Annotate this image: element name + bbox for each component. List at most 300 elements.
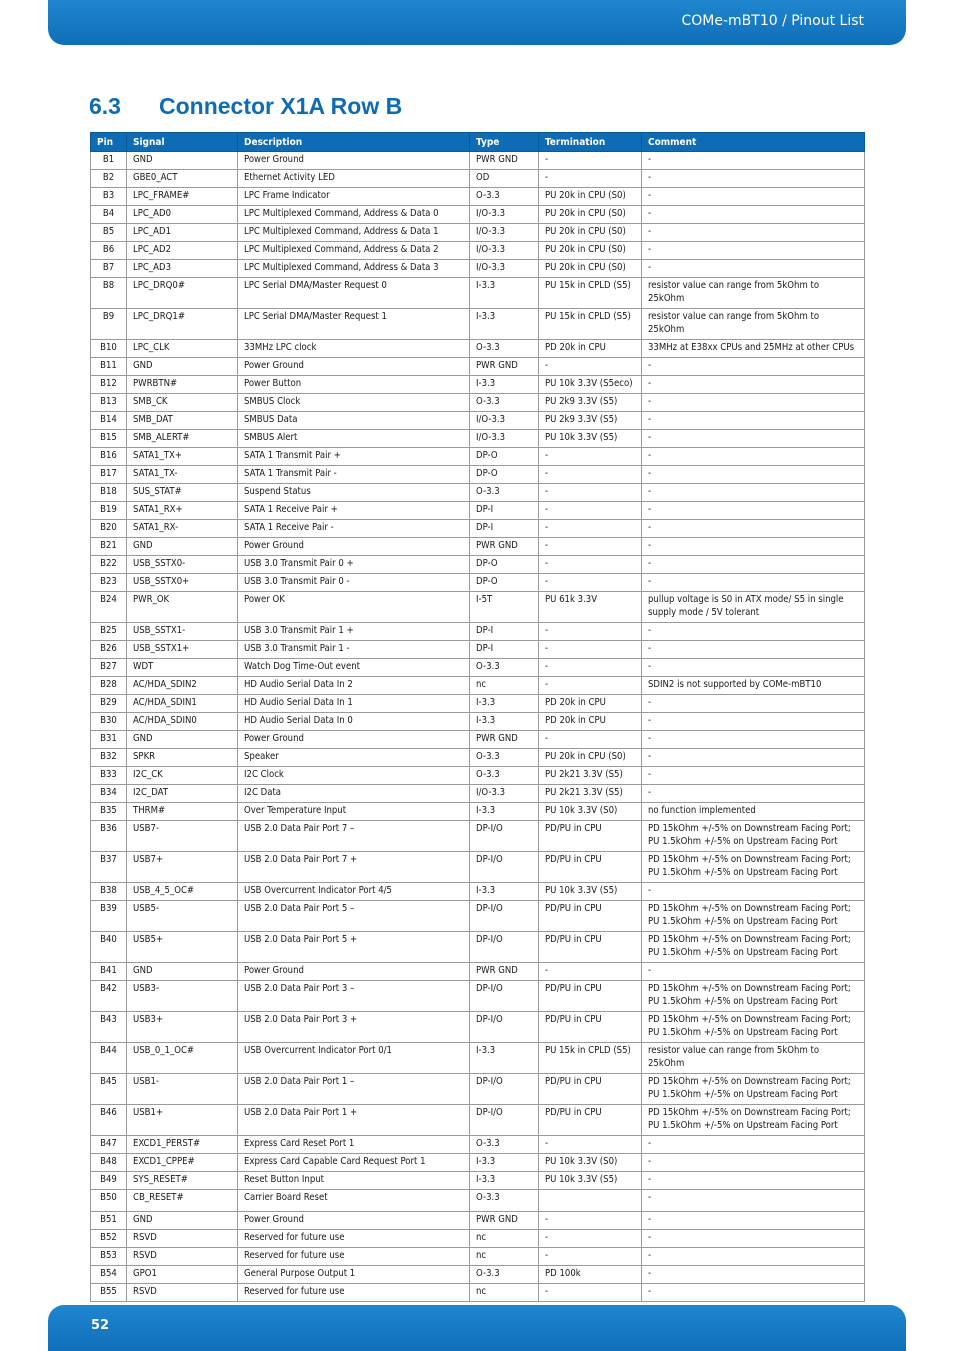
type-cell: DP-I/O bbox=[470, 821, 539, 852]
table-row bbox=[91, 1284, 865, 1302]
signal-cell: LPC_AD3 bbox=[127, 260, 238, 278]
description-cell: USB 2.0 Data Pair Port 7 – bbox=[238, 821, 470, 852]
comment-cell: - bbox=[642, 260, 865, 278]
description-cell: Power Ground bbox=[238, 358, 470, 376]
type-cell: DP-I/O bbox=[470, 1012, 539, 1043]
termination-cell bbox=[539, 1190, 642, 1212]
description-cell: Reserved for future use bbox=[238, 1284, 470, 1302]
termination-cell: PD/PU in CPU bbox=[539, 932, 642, 963]
table-row bbox=[91, 376, 865, 394]
pin-cell: B52 bbox=[91, 1230, 127, 1248]
comment-cell: PD 15kOhm +/-5% on Downstream Facing Port; PU 1.5kOhm +/-5% on Upstream Facing Port bbox=[642, 1012, 865, 1043]
signal-cell: THRM# bbox=[127, 803, 238, 821]
pin-cell: B24 bbox=[91, 592, 127, 623]
signal-cell: SATA1_TX- bbox=[127, 466, 238, 484]
type-cell: O-3.3 bbox=[470, 1190, 539, 1212]
comment-cell: PD 15kOhm +/-5% on Downstream Facing Port; PU 1.5kOhm +/-5% on Upstream Facing Port bbox=[642, 821, 865, 852]
description-cell: HD Audio Serial Data In 0 bbox=[238, 713, 470, 731]
table-row bbox=[91, 623, 865, 641]
type-cell: DP-I bbox=[470, 502, 539, 520]
signal-cell: GND bbox=[127, 963, 238, 981]
description-cell: 33MHz LPC clock bbox=[238, 340, 470, 358]
comment-cell: - bbox=[642, 430, 865, 448]
header-band bbox=[48, 0, 906, 45]
type-cell: I-3.3 bbox=[470, 883, 539, 901]
table-row bbox=[91, 641, 865, 659]
type-cell: I/O-3.3 bbox=[470, 430, 539, 448]
description-cell: SATA 1 Transmit Pair - bbox=[238, 466, 470, 484]
comment-cell: - bbox=[642, 641, 865, 659]
termination-cell: PD 20k in CPU bbox=[539, 713, 642, 731]
termination-cell: PD/PU in CPU bbox=[539, 1074, 642, 1105]
description-cell: USB 3.0 Transmit Pair 1 - bbox=[238, 641, 470, 659]
description-cell: Power Button bbox=[238, 376, 470, 394]
description-cell: Ethernet Activity LED bbox=[238, 170, 470, 188]
description-cell: SMBUS Clock bbox=[238, 394, 470, 412]
pin-cell: B49 bbox=[91, 1172, 127, 1190]
table-row bbox=[91, 981, 865, 1012]
column-header-pin: Pin bbox=[91, 133, 127, 152]
termination-cell: PD 100k bbox=[539, 1266, 642, 1284]
signal-cell: LPC_AD2 bbox=[127, 242, 238, 260]
signal-cell: WDT bbox=[127, 659, 238, 677]
description-cell: LPC Frame Indicator bbox=[238, 188, 470, 206]
description-cell: Suspend Status bbox=[238, 484, 470, 502]
description-cell: LPC Multiplexed Command, Address & Data 1 bbox=[238, 224, 470, 242]
type-cell: PWR GND bbox=[470, 731, 539, 749]
comment-cell: SDIN2 is not supported by COMe-mBT10 bbox=[642, 677, 865, 695]
termination-cell: PD 20k in CPU bbox=[539, 695, 642, 713]
signal-cell: GND bbox=[127, 1212, 238, 1230]
comment-cell: - bbox=[642, 695, 865, 713]
table-row bbox=[91, 394, 865, 412]
termination-cell: - bbox=[539, 538, 642, 556]
termination-cell: PU 2k21 3.3V (S5) bbox=[539, 785, 642, 803]
type-cell: PWR GND bbox=[470, 538, 539, 556]
type-cell: nc bbox=[470, 677, 539, 695]
comment-cell: PD 15kOhm +/-5% on Downstream Facing Port; PU 1.5kOhm +/-5% on Upstream Facing Port bbox=[642, 852, 865, 883]
comment-cell: - bbox=[642, 224, 865, 242]
table-row bbox=[91, 466, 865, 484]
type-cell: PWR GND bbox=[470, 152, 539, 170]
table-row bbox=[91, 963, 865, 981]
termination-cell: - bbox=[539, 731, 642, 749]
termination-cell: PD/PU in CPU bbox=[539, 821, 642, 852]
comment-cell: - bbox=[642, 538, 865, 556]
type-cell: nc bbox=[470, 1230, 539, 1248]
pin-cell: B48 bbox=[91, 1154, 127, 1172]
table-row bbox=[91, 659, 865, 677]
description-cell: SMBUS Alert bbox=[238, 430, 470, 448]
type-cell: O-3.3 bbox=[470, 394, 539, 412]
description-cell: SATA 1 Transmit Pair + bbox=[238, 448, 470, 466]
section-number: 6.3 bbox=[89, 93, 121, 119]
table-row bbox=[91, 538, 865, 556]
description-cell: USB 2.0 Data Pair Port 3 – bbox=[238, 981, 470, 1012]
pin-cell: B13 bbox=[91, 394, 127, 412]
termination-cell: - bbox=[539, 484, 642, 502]
comment-cell: - bbox=[642, 206, 865, 224]
signal-cell: SMB_CK bbox=[127, 394, 238, 412]
table-row bbox=[91, 1172, 865, 1190]
description-cell: LPC Multiplexed Command, Address & Data 2 bbox=[238, 242, 470, 260]
pin-cell: B43 bbox=[91, 1012, 127, 1043]
termination-cell: - bbox=[539, 659, 642, 677]
type-cell: DP-I/O bbox=[470, 852, 539, 883]
comment-cell: - bbox=[642, 1230, 865, 1248]
termination-cell: - bbox=[539, 502, 642, 520]
comment-cell: - bbox=[642, 520, 865, 538]
termination-cell: PU 20k in CPU (S0) bbox=[539, 206, 642, 224]
termination-cell: PU 10k 3.3V (S0) bbox=[539, 803, 642, 821]
type-cell: I-3.3 bbox=[470, 376, 539, 394]
signal-cell: SMB_DAT bbox=[127, 412, 238, 430]
termination-cell: - bbox=[539, 963, 642, 981]
table-row bbox=[91, 767, 865, 785]
signal-cell: RSVD bbox=[127, 1284, 238, 1302]
signal-cell: SATA1_RX- bbox=[127, 520, 238, 538]
signal-cell: USB1- bbox=[127, 1074, 238, 1105]
signal-cell: GBE0_ACT bbox=[127, 170, 238, 188]
description-cell: General Purpose Output 1 bbox=[238, 1266, 470, 1284]
table-row bbox=[91, 677, 865, 695]
table-row bbox=[91, 1230, 865, 1248]
table-row bbox=[91, 278, 865, 309]
description-cell: USB 2.0 Data Pair Port 3 + bbox=[238, 1012, 470, 1043]
signal-cell: USB_SSTX0- bbox=[127, 556, 238, 574]
signal-cell: EXCD1_PERST# bbox=[127, 1136, 238, 1154]
description-cell: USB 2.0 Data Pair Port 1 + bbox=[238, 1105, 470, 1136]
description-cell: HD Audio Serial Data In 1 bbox=[238, 695, 470, 713]
termination-cell: - bbox=[539, 170, 642, 188]
pin-cell: B18 bbox=[91, 484, 127, 502]
signal-cell: LPC_FRAME# bbox=[127, 188, 238, 206]
type-cell: I-3.3 bbox=[470, 695, 539, 713]
type-cell: DP-O bbox=[470, 556, 539, 574]
description-cell: USB 3.0 Transmit Pair 0 + bbox=[238, 556, 470, 574]
description-cell: HD Audio Serial Data In 2 bbox=[238, 677, 470, 695]
type-cell: DP-O bbox=[470, 466, 539, 484]
signal-cell: AC/HDA_SDIN2 bbox=[127, 677, 238, 695]
description-cell: Over Temperature Input bbox=[238, 803, 470, 821]
signal-cell: SUS_STAT# bbox=[127, 484, 238, 502]
signal-cell: I2C_CK bbox=[127, 767, 238, 785]
pin-cell: B14 bbox=[91, 412, 127, 430]
type-cell: I-3.3 bbox=[470, 278, 539, 309]
termination-cell: - bbox=[539, 574, 642, 592]
type-cell: I/O-3.3 bbox=[470, 412, 539, 430]
comment-cell: PD 15kOhm +/-5% on Downstream Facing Port; PU 1.5kOhm +/-5% on Upstream Facing Port bbox=[642, 981, 865, 1012]
description-cell: Carrier Board Reset bbox=[238, 1190, 470, 1212]
type-cell: DP-I/O bbox=[470, 901, 539, 932]
table-row bbox=[91, 695, 865, 713]
pin-cell: B9 bbox=[91, 309, 127, 340]
comment-cell: PD 15kOhm +/-5% on Downstream Facing Port; PU 1.5kOhm +/-5% on Upstream Facing Port bbox=[642, 1074, 865, 1105]
type-cell: O-3.3 bbox=[470, 659, 539, 677]
termination-cell: - bbox=[539, 448, 642, 466]
termination-cell: PU 15k in CPLD (S5) bbox=[539, 309, 642, 340]
comment-cell: resistor value can range from 5kOhm to 25kOhm bbox=[642, 1043, 865, 1074]
pin-cell: B50 bbox=[91, 1190, 127, 1212]
pin-cell: B16 bbox=[91, 448, 127, 466]
type-cell: O-3.3 bbox=[470, 1136, 539, 1154]
comment-cell: - bbox=[642, 188, 865, 206]
termination-cell: PU 2k9 3.3V (S5) bbox=[539, 412, 642, 430]
description-cell: Power Ground bbox=[238, 731, 470, 749]
comment-cell: - bbox=[642, 1172, 865, 1190]
termination-cell: PU 20k in CPU (S0) bbox=[539, 224, 642, 242]
signal-cell: SATA1_RX+ bbox=[127, 502, 238, 520]
comment-cell: pullup voltage is S0 in ATX mode/ S5 in single supply mode / 5V tolerant bbox=[642, 592, 865, 623]
pin-cell: B23 bbox=[91, 574, 127, 592]
pin-cell: B26 bbox=[91, 641, 127, 659]
table-row bbox=[91, 358, 865, 376]
comment-cell: - bbox=[642, 448, 865, 466]
description-cell: LPC Serial DMA/Master Request 0 bbox=[238, 278, 470, 309]
pin-cell: B31 bbox=[91, 731, 127, 749]
signal-cell: GND bbox=[127, 152, 238, 170]
pin-cell: B41 bbox=[91, 963, 127, 981]
pin-cell: B11 bbox=[91, 358, 127, 376]
table-row bbox=[91, 1136, 865, 1154]
type-cell: nc bbox=[470, 1284, 539, 1302]
type-cell: DP-I/O bbox=[470, 1105, 539, 1136]
description-cell: Express Card Reset Port 1 bbox=[238, 1136, 470, 1154]
signal-cell: GPO1 bbox=[127, 1266, 238, 1284]
signal-cell: USB1+ bbox=[127, 1105, 238, 1136]
table-row bbox=[91, 785, 865, 803]
signal-cell: USB_SSTX0+ bbox=[127, 574, 238, 592]
table-row bbox=[91, 484, 865, 502]
pin-cell: B7 bbox=[91, 260, 127, 278]
pin-cell: B28 bbox=[91, 677, 127, 695]
type-cell: O-3.3 bbox=[470, 749, 539, 767]
termination-cell: - bbox=[539, 358, 642, 376]
type-cell: O-3.3 bbox=[470, 484, 539, 502]
type-cell: nc bbox=[470, 1248, 539, 1266]
section-title: Connector X1A Row B bbox=[159, 93, 403, 119]
table-row bbox=[91, 1012, 865, 1043]
comment-cell: - bbox=[642, 242, 865, 260]
table-row bbox=[91, 731, 865, 749]
termination-cell: PU 20k in CPU (S0) bbox=[539, 242, 642, 260]
termination-cell: PU 10k 3.3V (S5) bbox=[539, 1172, 642, 1190]
type-cell: O-3.3 bbox=[470, 1266, 539, 1284]
description-cell: LPC Serial DMA/Master Request 1 bbox=[238, 309, 470, 340]
table-row bbox=[91, 901, 865, 932]
termination-cell: PU 2k9 3.3V (S5) bbox=[539, 394, 642, 412]
column-header-signal: Signal bbox=[127, 133, 238, 152]
comment-cell: - bbox=[642, 358, 865, 376]
table-row bbox=[91, 152, 865, 170]
description-cell: Reserved for future use bbox=[238, 1248, 470, 1266]
description-cell: I2C Data bbox=[238, 785, 470, 803]
comment-cell: - bbox=[642, 883, 865, 901]
table-row bbox=[91, 1154, 865, 1172]
signal-cell: EXCD1_CPPE# bbox=[127, 1154, 238, 1172]
termination-cell: PU 10k 3.3V (S0) bbox=[539, 1154, 642, 1172]
table-row bbox=[91, 170, 865, 188]
type-cell: I-3.3 bbox=[470, 309, 539, 340]
signal-cell: USB3- bbox=[127, 981, 238, 1012]
comment-cell: resistor value can range from 5kOhm to 25kOhm bbox=[642, 309, 865, 340]
comment-cell: - bbox=[642, 749, 865, 767]
type-cell: I/O-3.3 bbox=[470, 206, 539, 224]
signal-cell: PWRBTN# bbox=[127, 376, 238, 394]
table-row bbox=[91, 242, 865, 260]
table-body bbox=[91, 152, 865, 1302]
pin-cell: B51 bbox=[91, 1212, 127, 1230]
termination-cell: - bbox=[539, 623, 642, 641]
type-cell: I/O-3.3 bbox=[470, 242, 539, 260]
type-cell: DP-I/O bbox=[470, 981, 539, 1012]
pin-cell: B45 bbox=[91, 1074, 127, 1105]
termination-cell: PU 20k in CPU (S0) bbox=[539, 260, 642, 278]
type-cell: I-5T bbox=[470, 592, 539, 623]
page-number: 52 bbox=[91, 1318, 110, 1333]
pin-cell: B17 bbox=[91, 466, 127, 484]
type-cell: DP-I bbox=[470, 623, 539, 641]
type-cell: I-3.3 bbox=[470, 1172, 539, 1190]
description-cell: USB 3.0 Transmit Pair 0 - bbox=[238, 574, 470, 592]
pin-cell: B36 bbox=[91, 821, 127, 852]
pinout-table bbox=[90, 132, 865, 1302]
type-cell: I-3.3 bbox=[470, 713, 539, 731]
comment-cell: - bbox=[642, 731, 865, 749]
description-cell: Watch Dog Time-Out event bbox=[238, 659, 470, 677]
pin-cell: B47 bbox=[91, 1136, 127, 1154]
comment-cell: - bbox=[642, 412, 865, 430]
signal-cell: AC/HDA_SDIN1 bbox=[127, 695, 238, 713]
comment-cell: - bbox=[642, 1266, 865, 1284]
signal-cell: USB7+ bbox=[127, 852, 238, 883]
signal-cell: USB7- bbox=[127, 821, 238, 852]
signal-cell: USB_0_1_OC# bbox=[127, 1043, 238, 1074]
table-row bbox=[91, 1074, 865, 1105]
signal-cell: I2C_DAT bbox=[127, 785, 238, 803]
termination-cell: PD/PU in CPU bbox=[539, 852, 642, 883]
comment-cell: - bbox=[642, 963, 865, 981]
description-cell: USB Overcurrent Indicator Port 4/5 bbox=[238, 883, 470, 901]
description-cell: Power Ground bbox=[238, 963, 470, 981]
type-cell: O-3.3 bbox=[470, 188, 539, 206]
table-row bbox=[91, 932, 865, 963]
signal-cell: SATA1_TX+ bbox=[127, 448, 238, 466]
signal-cell: USB_SSTX1+ bbox=[127, 641, 238, 659]
comment-cell: - bbox=[642, 785, 865, 803]
signal-cell: LPC_DRQ0# bbox=[127, 278, 238, 309]
table-row bbox=[91, 556, 865, 574]
comment-cell: - bbox=[642, 466, 865, 484]
signal-cell: LPC_AD0 bbox=[127, 206, 238, 224]
signal-cell: LPC_DRQ1# bbox=[127, 309, 238, 340]
type-cell: I/O-3.3 bbox=[470, 260, 539, 278]
description-cell: Power Ground bbox=[238, 538, 470, 556]
table-row bbox=[91, 574, 865, 592]
table-header-row bbox=[91, 133, 865, 152]
table-row bbox=[91, 1043, 865, 1074]
pin-cell: B2 bbox=[91, 170, 127, 188]
termination-cell: - bbox=[539, 556, 642, 574]
termination-cell: PU 61k 3.3V bbox=[539, 592, 642, 623]
pin-cell: B34 bbox=[91, 785, 127, 803]
termination-cell: PU 2k21 3.3V (S5) bbox=[539, 767, 642, 785]
termination-cell: PU 15k in CPLD (S5) bbox=[539, 278, 642, 309]
section-heading bbox=[89, 93, 402, 120]
table-row bbox=[91, 502, 865, 520]
table-row bbox=[91, 883, 865, 901]
pin-cell: B10 bbox=[91, 340, 127, 358]
table-row bbox=[91, 520, 865, 538]
table-row bbox=[91, 713, 865, 731]
type-cell: O-3.3 bbox=[470, 767, 539, 785]
termination-cell: PU 10k 3.3V (S5eco) bbox=[539, 376, 642, 394]
termination-cell: - bbox=[539, 1230, 642, 1248]
table-row bbox=[91, 448, 865, 466]
termination-cell: PD/PU in CPU bbox=[539, 901, 642, 932]
table-row bbox=[91, 206, 865, 224]
table-row bbox=[91, 592, 865, 623]
pin-cell: B12 bbox=[91, 376, 127, 394]
signal-cell: USB5- bbox=[127, 901, 238, 932]
pin-cell: B4 bbox=[91, 206, 127, 224]
column-header-comment: Comment bbox=[642, 133, 865, 152]
pin-cell: B19 bbox=[91, 502, 127, 520]
pin-cell: B30 bbox=[91, 713, 127, 731]
type-cell: I/O-3.3 bbox=[470, 224, 539, 242]
termination-cell: PU 20k in CPU (S0) bbox=[539, 749, 642, 767]
termination-cell: - bbox=[539, 641, 642, 659]
termination-cell: - bbox=[539, 1284, 642, 1302]
description-cell: USB 2.0 Data Pair Port 7 + bbox=[238, 852, 470, 883]
description-cell: Power OK bbox=[238, 592, 470, 623]
termination-cell: PD/PU in CPU bbox=[539, 981, 642, 1012]
description-cell: SATA 1 Receive Pair + bbox=[238, 502, 470, 520]
table-row bbox=[91, 852, 865, 883]
table-row bbox=[91, 340, 865, 358]
type-cell: DP-I bbox=[470, 520, 539, 538]
description-cell: I2C Clock bbox=[238, 767, 470, 785]
pin-cell: B5 bbox=[91, 224, 127, 242]
comment-cell: PD 15kOhm +/-5% on Downstream Facing Port; PU 1.5kOhm +/-5% on Upstream Facing Port bbox=[642, 1105, 865, 1136]
pin-cell: B53 bbox=[91, 1248, 127, 1266]
pin-cell: B32 bbox=[91, 749, 127, 767]
termination-cell: - bbox=[539, 466, 642, 484]
pin-cell: B44 bbox=[91, 1043, 127, 1074]
pin-cell: B35 bbox=[91, 803, 127, 821]
termination-cell: PU 15k in CPLD (S5) bbox=[539, 1043, 642, 1074]
description-cell: Reset Button Input bbox=[238, 1172, 470, 1190]
footer-band bbox=[48, 1305, 906, 1351]
table-row bbox=[91, 749, 865, 767]
pin-cell: B37 bbox=[91, 852, 127, 883]
comment-cell: - bbox=[642, 1136, 865, 1154]
termination-cell: - bbox=[539, 1136, 642, 1154]
document-title: COMe-mBT10 / Pinout List bbox=[681, 13, 864, 29]
signal-cell: USB3+ bbox=[127, 1012, 238, 1043]
comment-cell: 33MHz at E38xx CPUs and 25MHz at other CPUs bbox=[642, 340, 865, 358]
description-cell: SATA 1 Receive Pair - bbox=[238, 520, 470, 538]
comment-cell: - bbox=[642, 484, 865, 502]
comment-cell: - bbox=[642, 502, 865, 520]
signal-cell: GND bbox=[127, 538, 238, 556]
termination-cell: PD 20k in CPU bbox=[539, 340, 642, 358]
signal-cell: LPC_AD1 bbox=[127, 224, 238, 242]
type-cell: I-3.3 bbox=[470, 803, 539, 821]
description-cell: USB 2.0 Data Pair Port 5 – bbox=[238, 901, 470, 932]
pin-cell: B25 bbox=[91, 623, 127, 641]
pin-cell: B27 bbox=[91, 659, 127, 677]
